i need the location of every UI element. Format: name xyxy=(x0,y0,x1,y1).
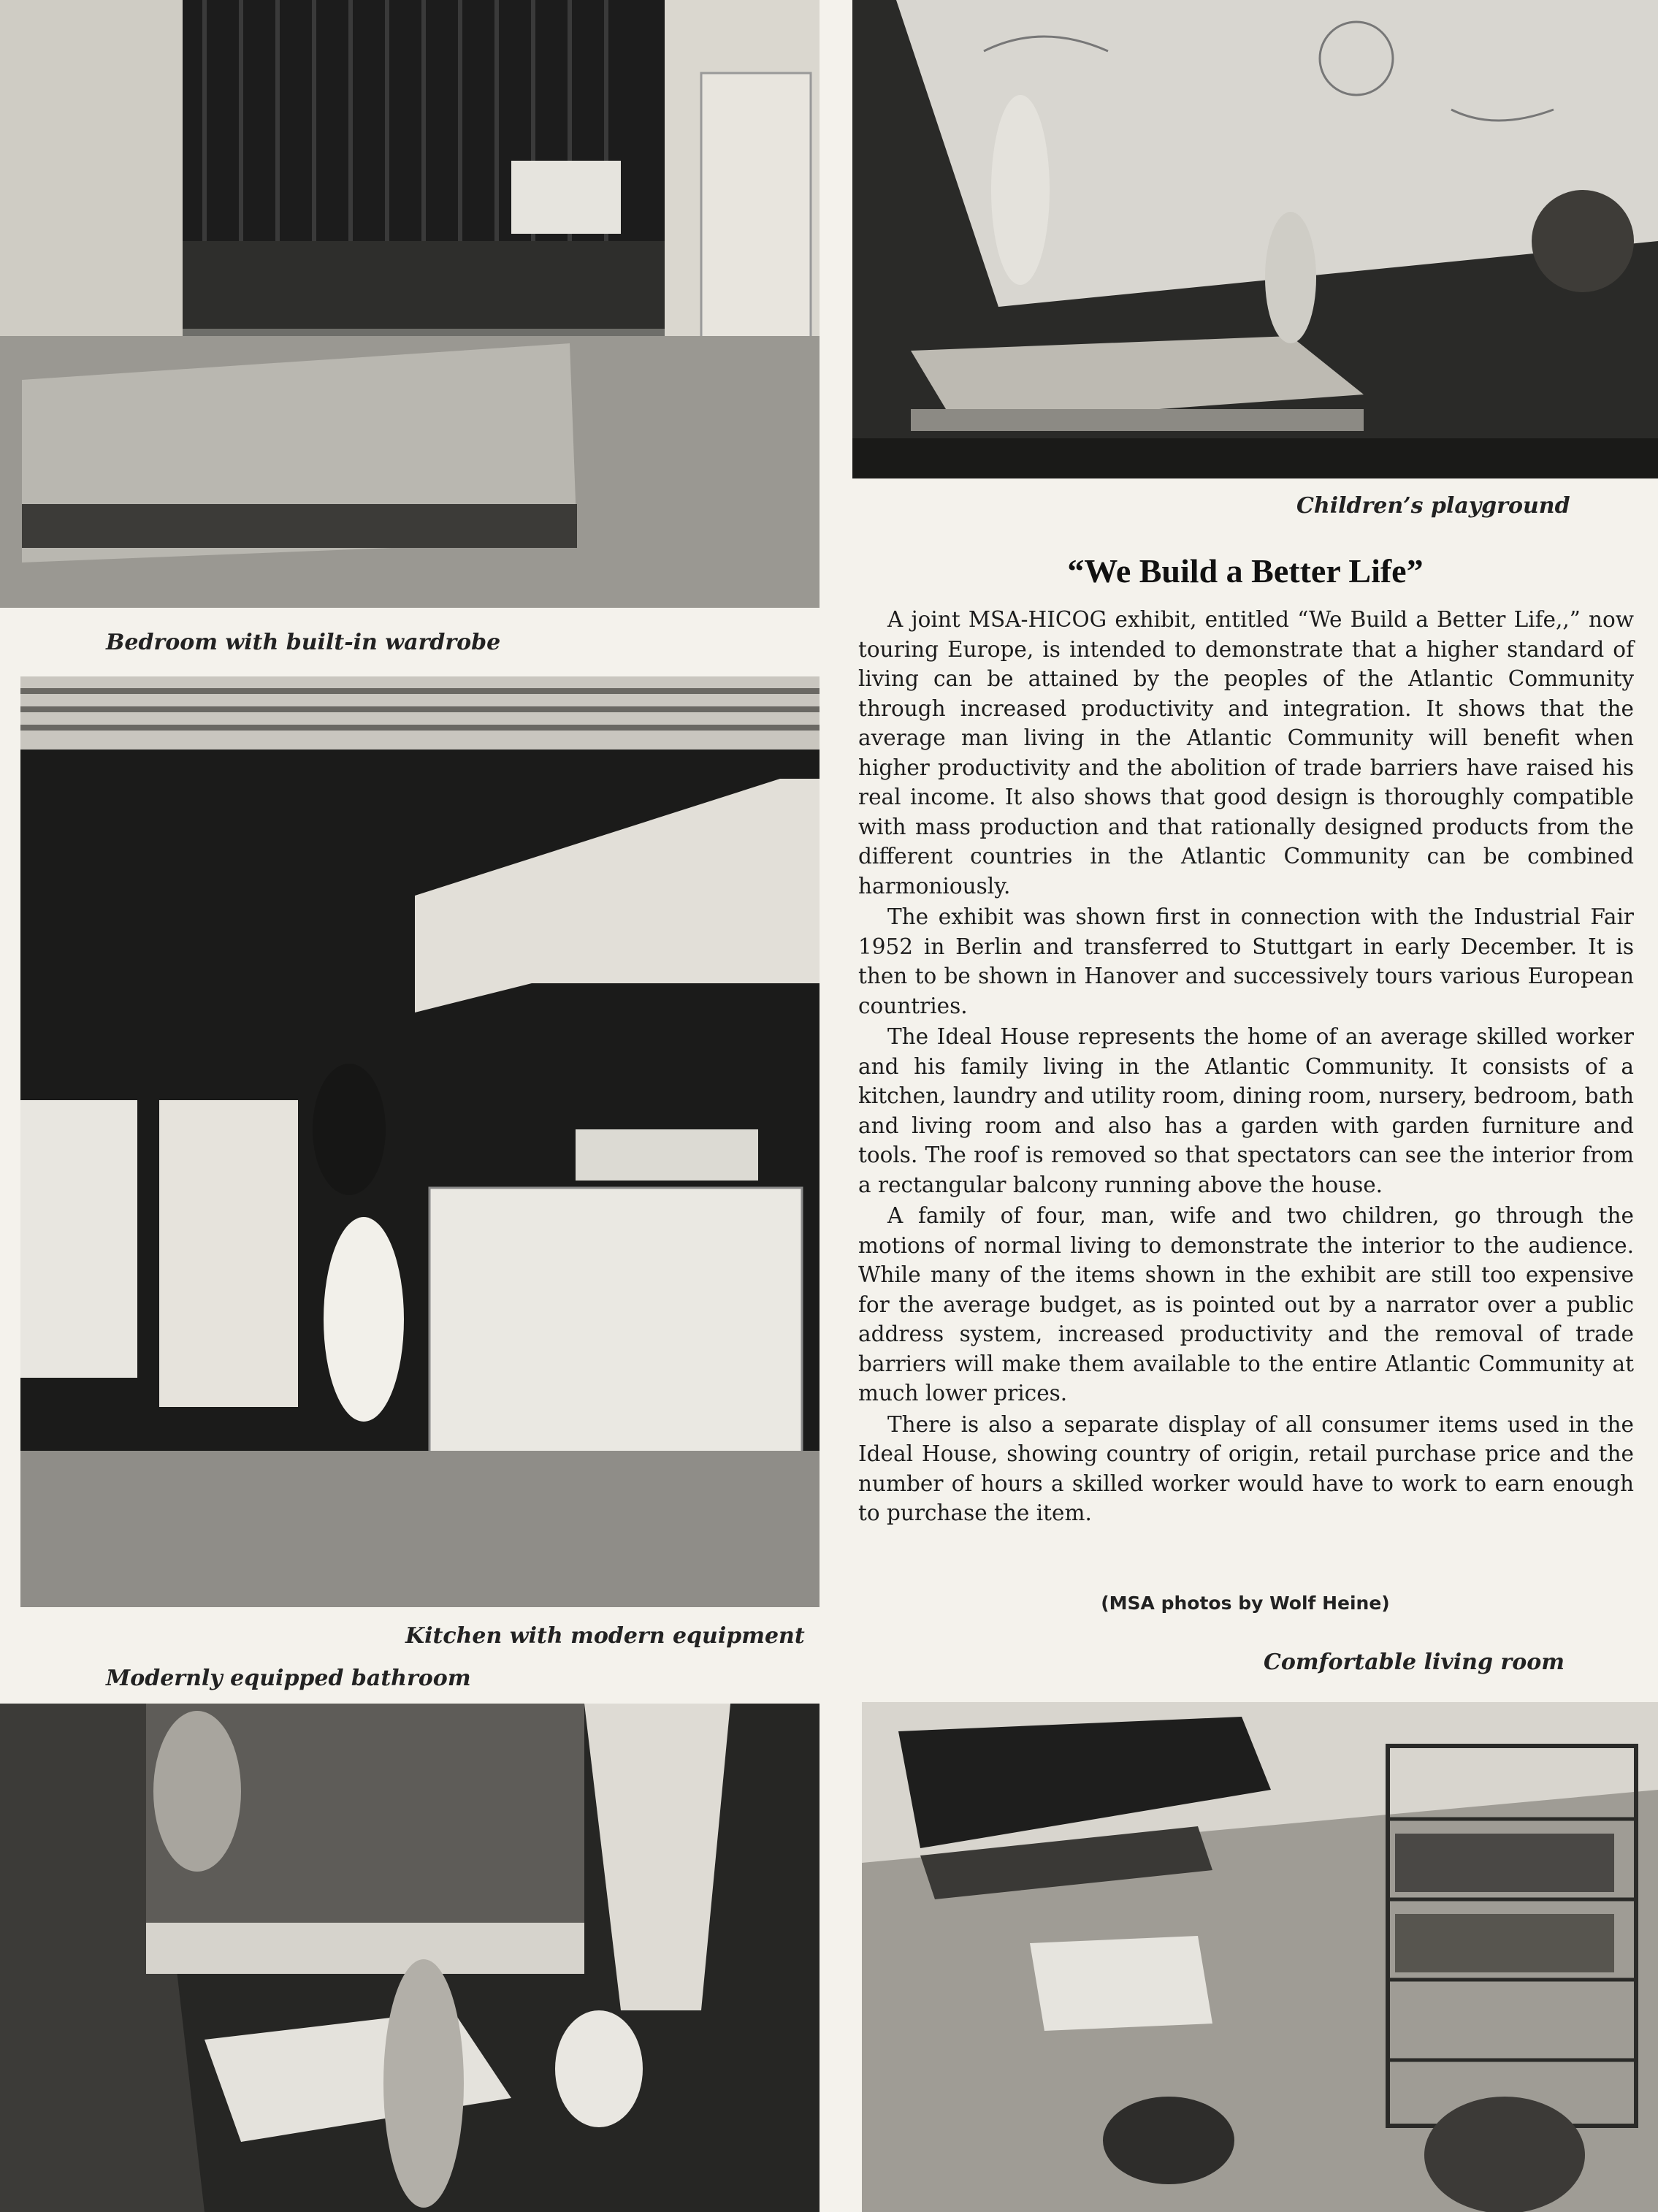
article-title: “We Build a Better Life” xyxy=(1067,552,1424,590)
article-paragraph: A joint MSA-HICOG exhibit, entitled “We Build a Better Life,,” now touring Europe, is intended to demonstrate that a higher standard of living can be attained by the peoples of the Atlantic Community through increased productivity and integration. It shows that the average man living in the Atlantic Community will benefit when higher productivity and the abolition of trade barriers have raised his real income. It also shows that good design is thoroughly compatible with mass production and that rationally designed products from the different countries in the Atlantic Community can be combined harmoniously. xyxy=(858,607,1634,899)
kitchen-caption: Kitchen with modern equipment xyxy=(405,1623,805,1649)
photo-credit: (MSA photos by Wolf Heine) xyxy=(1101,1593,1390,1614)
bathroom-photo xyxy=(0,1704,820,2212)
kitchen-photo xyxy=(20,676,820,1607)
bedroom-caption: Bedroom with built-in wardrobe xyxy=(106,630,501,655)
living-room-caption: Comfortable living room xyxy=(1264,1650,1565,1675)
bedroom-photo xyxy=(0,0,820,608)
playground-photo xyxy=(852,0,1658,478)
article-paragraph: A family of four, man, wife and two children, go through the motions of normal living to demonstrate the interior to the audience. While many of the items shown in the exhibit are still too expensive for the average budget, as is pointed out by a narrator over a public address system, increased productivity and the removal of trade barriers will make them available to the entire Atlantic Community at much lower prices. xyxy=(858,1203,1634,1406)
article-paragraph: The exhibit was shown first in connection with the Industrial Fair 1952 in Berlin and transferred to Stuttgart in early December. It is then to be shown in Hanover and successively tours various European countries. xyxy=(858,904,1634,1018)
article-body xyxy=(858,605,1634,1530)
article-paragraph: The Ideal House represents the home of an average skilled worker and his family living in the Atlantic Community. It consists of a kitchen, laundry and utility room, dining room, nursery, bedroom, bath and living room and also has a garden with garden furniture and tools. The roof is removed so that spectators can see the interior from a rectangular balcony running above the house. xyxy=(858,1024,1634,1197)
article-paragraph: There is also a separate display of all consumer items used in the Ideal House, showing country of origin, retail purchase price and the number of hours a skilled worker would have to work to earn enough to purchase the item. xyxy=(858,1411,1634,1525)
bathroom-caption: Modernly equipped bathroom xyxy=(106,1666,471,1691)
living-room-photo xyxy=(862,1702,1658,2212)
playground-caption: Children’s playground xyxy=(1296,493,1570,519)
